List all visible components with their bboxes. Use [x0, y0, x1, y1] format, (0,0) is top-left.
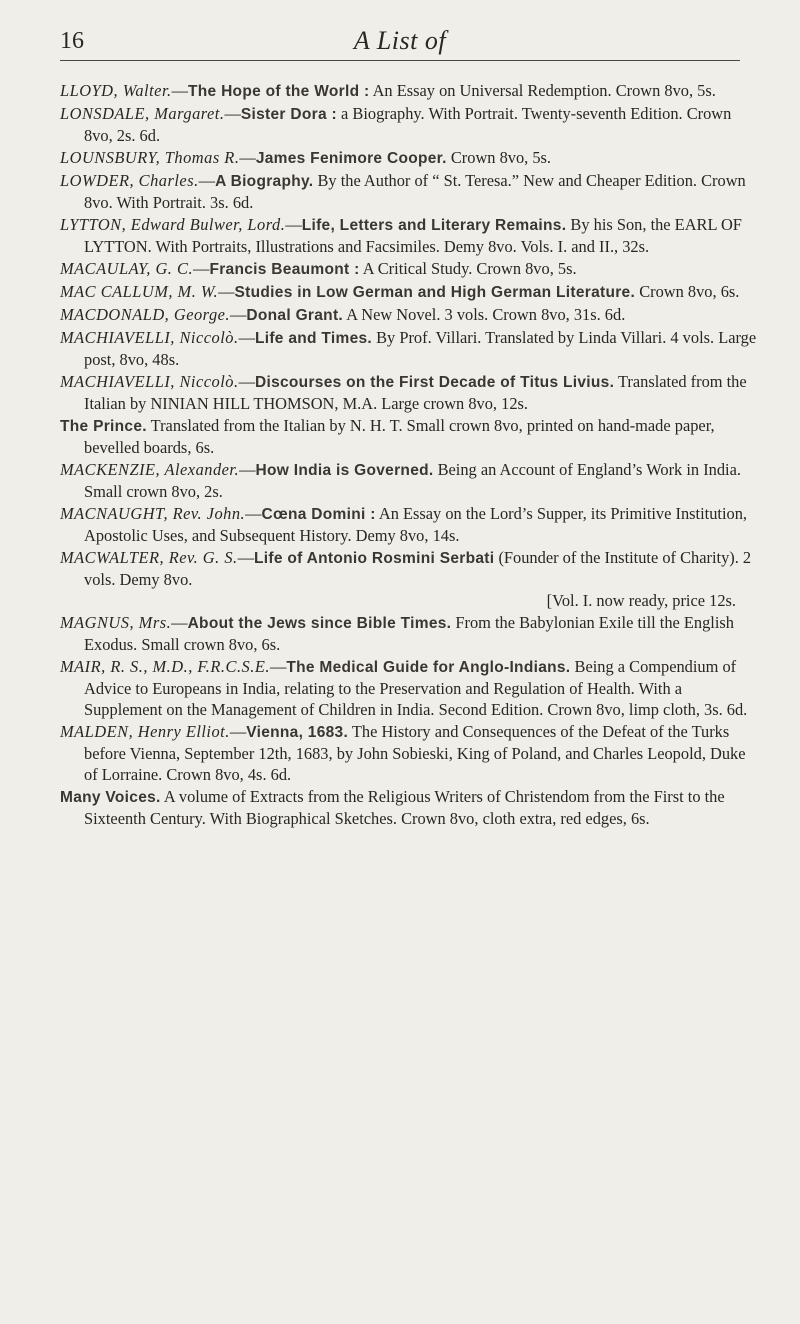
- entry-author: MACAULAY, G. C.: [60, 259, 194, 278]
- entry-title: Sister Dora :: [240, 106, 337, 123]
- catalogue-entry: LONSDALE, Margaret.—Sister Dora : a Biography. With Portrait. Twenty-seventh Edition. Crown 8vo, 2s. 6d.: [60, 104, 732, 145]
- entry-description: The History and Consequences of the Defeat of the Turks before Vienna, September 12th, 1683, by John Sobieski, King of Poland, and Charles Leopold, Duke of Lorraine. Crown 8vo, 4s. 6d.: [84, 722, 746, 784]
- catalogue-entry: MACKENZIE, Alexander.—How India is Governed. Being an Account of England’s Work in India. Small crown 8vo, 2s.: [60, 460, 741, 501]
- entry-author: MACHIAVELLI, Niccolò.: [60, 328, 239, 347]
- entry-author: MACKENZIE, Alexander.: [60, 460, 240, 479]
- entry-title: How India is Governed.: [255, 462, 434, 479]
- catalogue-entry: LOUNSBURY, Thomas R.—James Fenimore Cooper. Crown 8vo, 5s.: [60, 148, 552, 167]
- catalogue-entry: MACWALTER, Rev. G. S.—Life of Antonio Rosmini Serbati (Founder of the Institute of Charity). 2 vols. Demy 8vo. [Vol. I. now ready, price 12s.: [60, 547, 760, 611]
- entry-title: Studies in Low German and High German Literature.: [234, 284, 636, 301]
- entry-title: Francis Beaumont :: [209, 261, 360, 278]
- entry-title: The Prince.: [60, 418, 147, 435]
- entry-title: Life of Antonio Rosmini Serbati: [254, 550, 495, 567]
- page-number: 16: [60, 28, 84, 54]
- catalogue-entry: MALDEN, Henry Elliot.—Vienna, 1683. The History and Consequences of the Defeat of the Turks before Vienna, September 12th, 1683, by John Sobieski, King of Poland, and Charles Leopold, Duke of Lorraine. Crown 8vo, 4s. 6d.: [60, 722, 746, 784]
- entry-author: LOUNSBURY, Thomas R.: [60, 148, 240, 167]
- entry-author: MAC CALLUM, M. W.: [60, 282, 219, 301]
- entry-description: Translated from the Italian by NINIAN HILL THOMSON, M.A. Large crown 8vo, 12s.: [84, 372, 747, 413]
- entry-list: [60, 80, 760, 830]
- entry-title: The Hope of the World :: [188, 83, 370, 100]
- entry-description: An Essay on the Lord’s Supper, its Primitive Institution, Apostolic Uses, and Subsequent History. Demy 8vo, 14s.: [84, 504, 747, 545]
- entry-title: A Biography.: [215, 173, 314, 190]
- entry-description: By Prof. Villari. Translated by Linda Villari. 4 vols. Large post, 8vo, 48s.: [84, 328, 757, 369]
- catalogue-entry: MACAULAY, G. C.—Francis Beaumont : A Critical Study. Crown 8vo, 5s.: [60, 259, 577, 278]
- catalogue-entry: MACHIAVELLI, Niccolò.—Life and Times. By Prof. Villari. Translated by Linda Villari. 4 vols. Large post, 8vo, 48s.: [60, 328, 757, 369]
- entry-author: MAGNUS, Mrs.: [60, 613, 172, 632]
- entry-author: MACWALTER, Rev. G. S.: [60, 548, 238, 567]
- catalogue-entry: [60, 415, 760, 458]
- entry-description: a Biography. With Portrait. Twenty-seventh Edition. Crown 8vo, 2s. 6d.: [84, 104, 732, 145]
- catalogue-entry: MAGNUS, Mrs.—About the Jews since Bible Times. From the Babylonian Exile till the English Exodus. Small crown 8vo, 6s.: [60, 613, 734, 654]
- entry-description: Being a Compendium of Advice to Europeans in India, relating to the Preservation and Regulation of Health. With a Supplement on the Management of Children in India. Second Edition. Crown 8vo, limp cloth, 3s. 6d.: [84, 657, 748, 719]
- catalogue-entry: LLOYD, Walter.—The Hope of the World : An Essay on Universal Redemption. Crown 8vo, 5s.: [60, 81, 716, 100]
- entry-title: Vienna, 1683.: [246, 724, 349, 741]
- entry-author: LONSDALE, Margaret.: [60, 104, 225, 123]
- entry-title: The Medical Guide for Anglo-Indians.: [286, 659, 571, 676]
- entry-author: MACHIAVELLI, Niccolò.: [60, 372, 239, 391]
- entry-note: [Vol. I. now ready, price 12s.: [546, 591, 736, 610]
- running-title: A List of: [353, 26, 447, 55]
- entry-title: Discourses on the First Decade of Titus Livius.: [254, 374, 615, 391]
- entry-title: Many Voices.: [60, 789, 161, 806]
- entry-description: An Essay on Universal Redemption. Crown 8vo, 5s.: [369, 81, 716, 100]
- entry-title: Donal Grant.: [246, 307, 344, 324]
- entry-author: MAIR, R. S., M.D., F.R.C.S.E.: [60, 657, 270, 676]
- entry-author: LOWDER, Charles.: [60, 171, 199, 190]
- entry-description: (Founder of the Institute of Charity). 2 vols. Demy 8vo.: [84, 548, 752, 589]
- catalogue-entry: LYTTON, Edward Bulwer, Lord.—Life, Letters and Literary Remains. By his Son, the EARL OF LYTTON. With Portraits, Illustrations and Facsimiles. Demy 8vo. Vols. I. and II., 32s.: [60, 215, 742, 256]
- entry-description: By the Author of “ St. Teresa.” New and Cheaper Edition. Crown 8vo. With Portrait. 3s. 6d.: [84, 171, 746, 212]
- entry-description: By his Son, the EARL OF LYTTON. With Portraits, Illustrations and Facsimiles. Demy 8vo. Vols. I. and II., 32s.: [84, 215, 742, 256]
- entry-title: James Fenimore Cooper.: [255, 150, 447, 167]
- entry-title: Cœna Domini :: [261, 506, 376, 523]
- catalogue-entry: MACDONALD, George.—Donal Grant. A New Novel. 3 vols. Crown 8vo, 31s. 6d.: [60, 305, 626, 324]
- entry-description: A volume of Extracts from the Religious Writers of Christendom from the First to the Sixteenth Century. With Biographical Sketches. Crown 8vo, cloth extra, red edges, 6s.: [84, 787, 725, 828]
- entry-author: LYTTON, Edward Bulwer, Lord.: [60, 215, 286, 234]
- entry-description: Translated from the Italian by N. H. T. Small crown 8vo, printed on hand-made paper, bevelled boards, 6s.: [84, 416, 715, 457]
- entry-description: Crown 8vo, 6s.: [635, 282, 740, 301]
- entry-title: Life and Times.: [254, 330, 373, 347]
- catalogue-entry: MACHIAVELLI, Niccolò.—Discourses on the First Decade of Titus Livius. Translated from the Italian by NINIAN HILL THOMSON, M.A. Large crown 8vo, 12s.: [60, 372, 747, 413]
- entry-title: About the Jews since Bible Times.: [187, 615, 452, 632]
- entry-title: Life, Letters and Literary Remains.: [301, 217, 567, 234]
- entry-author: LLOYD, Walter.: [60, 81, 172, 100]
- entry-description: From the Babylonian Exile till the English Exodus. Small crown 8vo, 6s.: [84, 613, 734, 654]
- entry-author: MACDONALD, George.: [60, 305, 231, 324]
- entry-description: A New Novel. 3 vols. Crown 8vo, 31s. 6d.: [343, 305, 626, 324]
- catalogue-entry: MAIR, R. S., M.D., F.R.C.S.E.—The Medical Guide for Anglo-Indians. Being a Compendium of Advice to Europeans in India, relating to the Preservation and Regulation of Health. With a Supplement on the Management of Children in India. Second Edition. Crown 8vo, limp cloth, 3s. 6d.: [60, 657, 748, 719]
- entry-description: Being an Account of England’s Work in India. Small crown 8vo, 2s.: [84, 460, 741, 501]
- catalogue-entry: MACNAUGHT, Rev. John.—Cœna Domini : An Essay on the Lord’s Supper, its Primitive Institution, Apostolic Uses, and Subsequent History. Demy 8vo, 14s.: [60, 504, 747, 545]
- catalogue-entry: MAC CALLUM, M. W.—Studies in Low German and High German Literature. Crown 8vo, 6s.: [60, 282, 740, 301]
- header-rule: [60, 60, 740, 61]
- catalogue-entry: [60, 786, 760, 829]
- entry-description: Crown 8vo, 5s.: [446, 148, 552, 167]
- catalogue-entry: LOWDER, Charles.—A Biography. By the Author of “ St. Teresa.” New and Cheaper Edition. Crown 8vo. With Portrait. 3s. 6d.: [60, 171, 746, 212]
- entry-author: MACNAUGHT, Rev. John.: [60, 504, 246, 523]
- entry-description: A Critical Study. Crown 8vo, 5s.: [359, 259, 577, 278]
- entry-author: MALDEN, Henry Elliot.: [60, 722, 230, 741]
- page-header: [60, 24, 740, 64]
